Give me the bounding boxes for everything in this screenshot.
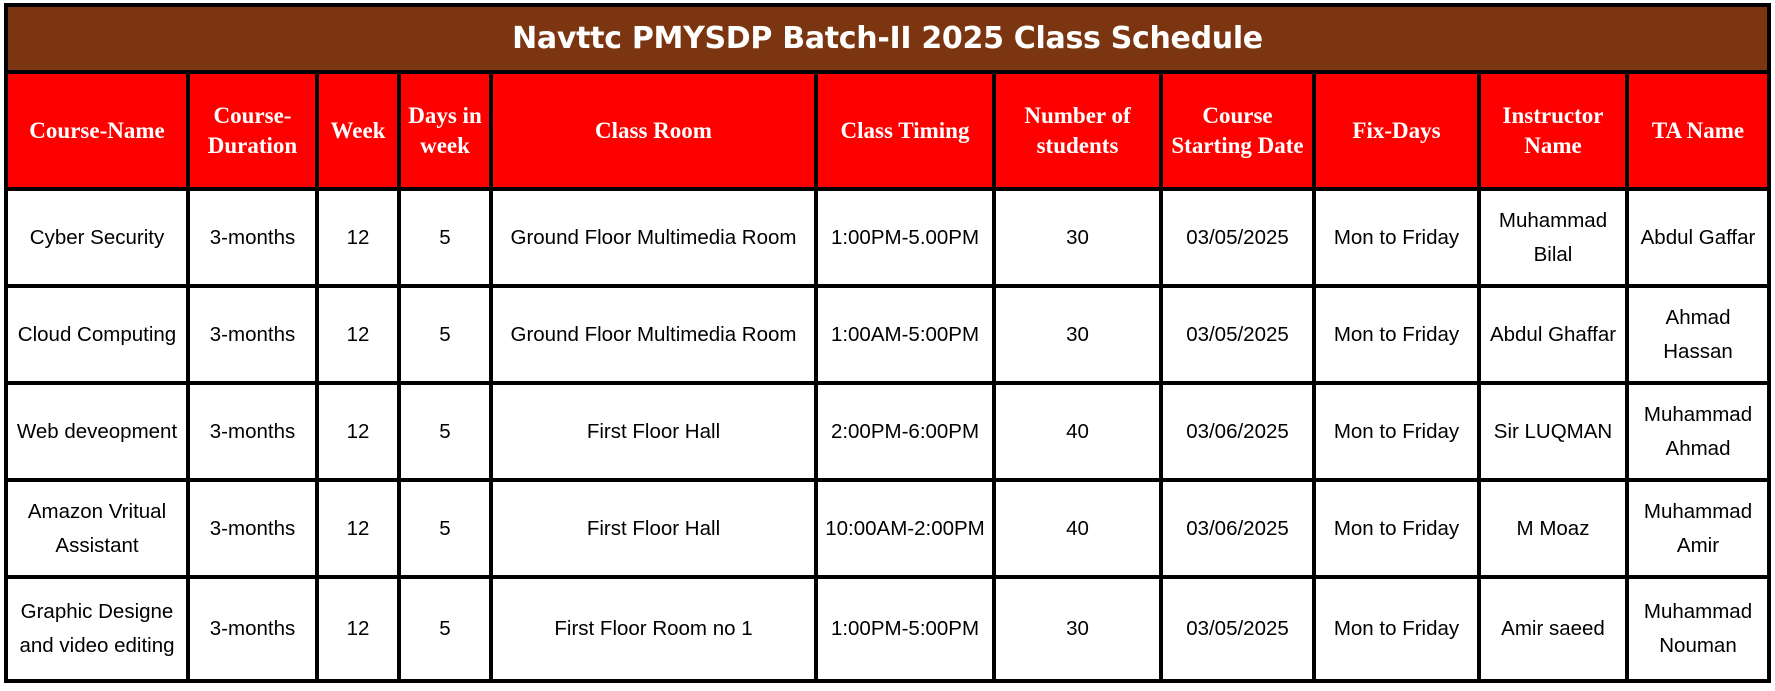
cell-ta: Muhammad Amir	[1627, 480, 1767, 577]
cell-class-room: First Floor Hall	[491, 383, 816, 480]
cell-week: 12	[317, 383, 399, 480]
cell-days-in-week: 5	[399, 189, 491, 286]
header-number-of-students: Number of students	[994, 74, 1161, 189]
cell-class-room: First Floor Room no 1	[491, 577, 816, 679]
schedule-table	[8, 74, 1767, 679]
header-fix-days: Fix-Days	[1314, 74, 1479, 189]
cell-students: 30	[994, 577, 1161, 679]
header-course-starting-date: Course Starting Date	[1161, 74, 1314, 189]
cell-course-name: Cloud Computing	[8, 286, 188, 383]
cell-ta: Ahmad Hassan	[1627, 286, 1767, 383]
cell-duration: 3-months	[188, 383, 317, 480]
cell-start-date: 03/05/2025	[1161, 577, 1314, 679]
table-row	[8, 189, 1767, 286]
cell-start-date: 03/05/2025	[1161, 189, 1314, 286]
cell-students: 40	[994, 480, 1161, 577]
cell-instructor: Abdul Ghaffar	[1479, 286, 1627, 383]
cell-duration: 3-months	[188, 286, 317, 383]
cell-class-timing: 10:00AM-2:00PM	[816, 480, 994, 577]
cell-week: 12	[317, 480, 399, 577]
cell-ta: Abdul Gaffar	[1627, 189, 1767, 286]
cell-class-timing: 1:00AM-5:00PM	[816, 286, 994, 383]
cell-duration: 3-months	[188, 577, 317, 679]
cell-duration: 3-months	[188, 480, 317, 577]
header-class-room: Class Room	[491, 74, 816, 189]
cell-week: 12	[317, 286, 399, 383]
cell-days-in-week: 5	[399, 286, 491, 383]
cell-students: 30	[994, 189, 1161, 286]
cell-class-timing: 1:00PM-5:00PM	[816, 577, 994, 679]
cell-duration: 3-months	[188, 189, 317, 286]
table-row	[8, 480, 1767, 577]
cell-course-name: Amazon Vritual Assistant	[8, 480, 188, 577]
header-course-name: Course-Name	[8, 74, 188, 189]
cell-instructor: Amir saeed	[1479, 577, 1627, 679]
schedule-title: Navttc PMYSDP Batch-II 2025 Class Schedule	[8, 7, 1767, 74]
cell-class-room: Ground Floor Multimedia Room	[491, 286, 816, 383]
cell-class-room: Ground Floor Multimedia Room	[491, 189, 816, 286]
cell-course-name: Cyber Security	[8, 189, 188, 286]
table-row	[8, 383, 1767, 480]
cell-days-in-week: 5	[399, 383, 491, 480]
cell-start-date: 03/06/2025	[1161, 480, 1314, 577]
table-row	[8, 286, 1767, 383]
cell-class-timing: 2:00PM-6:00PM	[816, 383, 994, 480]
table-row	[8, 577, 1767, 679]
cell-fix-days: Mon to Friday	[1314, 189, 1479, 286]
header-instructor-name: Instructor Name	[1479, 74, 1627, 189]
cell-class-timing: 1:00PM-5.00PM	[816, 189, 994, 286]
header-week: Week	[317, 74, 399, 189]
cell-students: 40	[994, 383, 1161, 480]
cell-days-in-week: 5	[399, 577, 491, 679]
cell-start-date: 03/06/2025	[1161, 383, 1314, 480]
cell-week: 12	[317, 577, 399, 679]
cell-start-date: 03/05/2025	[1161, 286, 1314, 383]
header-row	[8, 74, 1767, 189]
header-days-in-week: Days in week	[399, 74, 491, 189]
cell-fix-days: Mon to Friday	[1314, 286, 1479, 383]
cell-fix-days: Mon to Friday	[1314, 383, 1479, 480]
cell-ta: Muhammad Ahmad	[1627, 383, 1767, 480]
cell-instructor: Sir LUQMAN	[1479, 383, 1627, 480]
cell-fix-days: Mon to Friday	[1314, 577, 1479, 679]
cell-ta: Muhammad Nouman	[1627, 577, 1767, 679]
header-course-duration: Course-Duration	[188, 74, 317, 189]
cell-week: 12	[317, 189, 399, 286]
cell-fix-days: Mon to Friday	[1314, 480, 1479, 577]
cell-instructor: M Moaz	[1479, 480, 1627, 577]
cell-course-name: Graphic Designe and video editing	[8, 577, 188, 679]
cell-class-room: First Floor Hall	[491, 480, 816, 577]
cell-days-in-week: 5	[399, 480, 491, 577]
cell-instructor: Muhammad Bilal	[1479, 189, 1627, 286]
cell-course-name: Web deveopment	[8, 383, 188, 480]
cell-students: 30	[994, 286, 1161, 383]
header-class-timing: Class Timing	[816, 74, 994, 189]
schedule-sheet	[4, 3, 1771, 683]
header-ta-name: TA Name	[1627, 74, 1767, 189]
